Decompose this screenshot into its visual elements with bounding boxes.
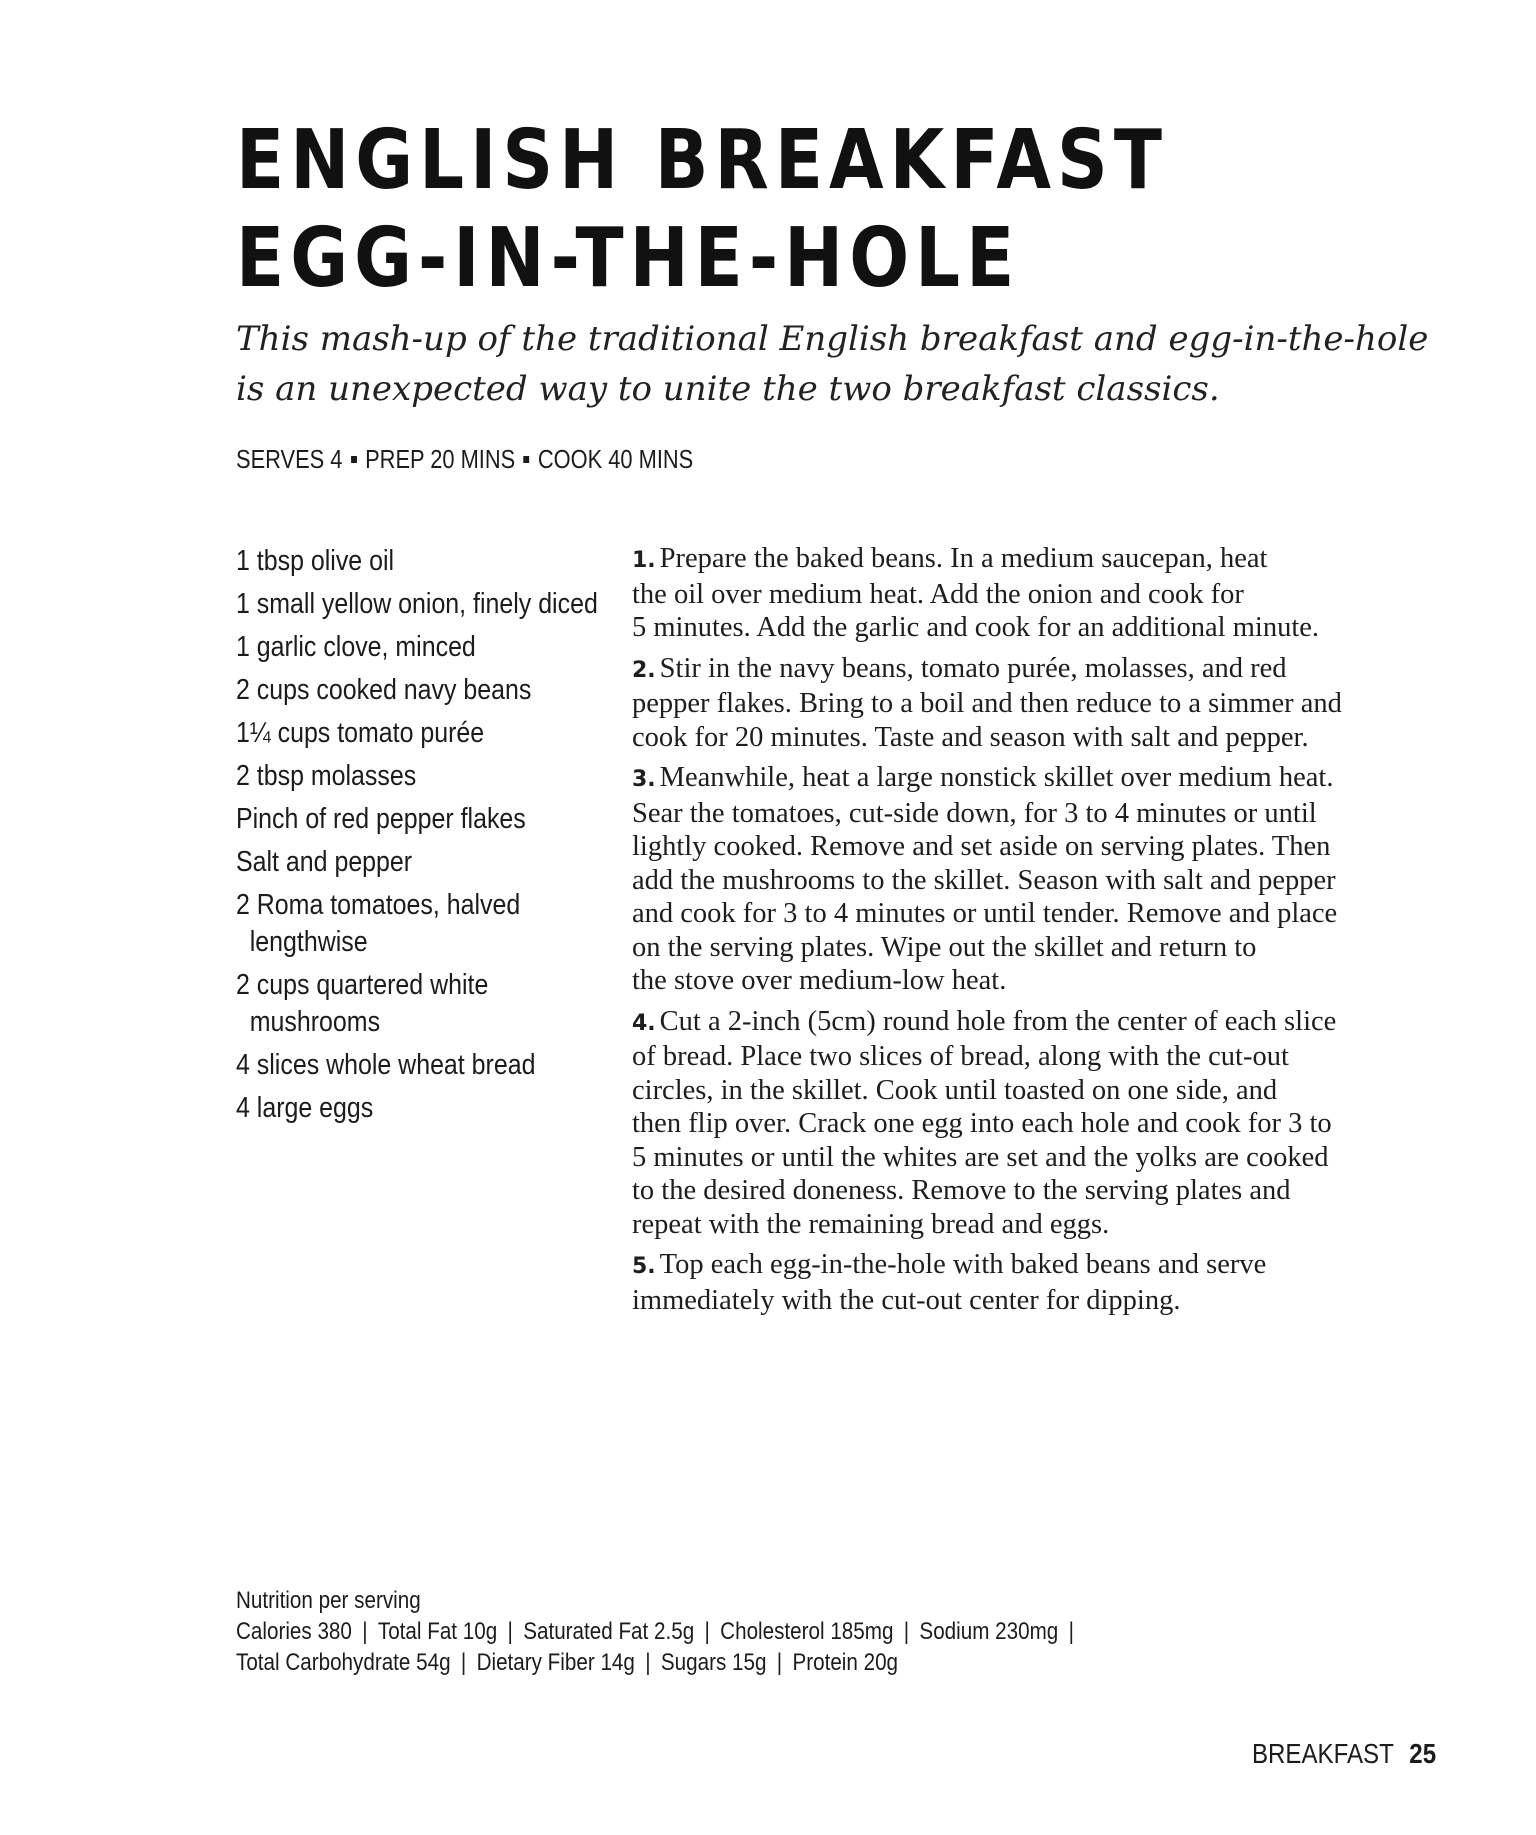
divider: | xyxy=(645,1649,651,1676)
ingredient-item: 2 tbsp molasses xyxy=(236,760,417,792)
step-number: 4. xyxy=(632,1010,656,1036)
recipe-meta xyxy=(236,442,693,476)
square-bullet-icon xyxy=(524,456,530,463)
recipe-title-line-2: EGG-IN-THE-HOLE xyxy=(236,211,1021,306)
step-line: 5 minutes or until the whites are set and the yolks are cooked xyxy=(632,1141,1329,1173)
step-line: to the desired doneness. Remove to the serving plates and xyxy=(632,1175,1291,1206)
step-line: cook for 20 minutes. Taste and season with salt and pepper. xyxy=(632,721,1309,753)
step-line: on the serving plates. Wipe out the skillet and return to xyxy=(632,931,1257,963)
ingredient-item: 2 cups quartered white mushrooms xyxy=(236,969,489,1038)
step-line: repeat with the remaining bread and eggs. xyxy=(632,1208,1110,1240)
section-name: BREAKFAST xyxy=(1251,1738,1394,1769)
nutrition-item: Saturated Fat 2.5g xyxy=(523,1618,695,1645)
recipe-steps xyxy=(632,542,1392,1324)
ingredients-list xyxy=(236,543,596,1133)
ingredient-item: 1 small yellow onion, finely diced xyxy=(236,588,598,620)
step-line: Meanwhile, heat a large nonstick skillet over medium heat. xyxy=(659,762,1334,793)
nutrition-item: Sodium 230mg xyxy=(919,1618,1059,1645)
divider: | xyxy=(460,1649,467,1676)
ingredient-item: 2 Roma tomatoes, halved lengthwise xyxy=(236,889,521,958)
nutrition-row-1 xyxy=(236,1616,1084,1647)
divider: | xyxy=(903,1618,910,1645)
ingredient-item: Pinch of red pepper flakes xyxy=(236,803,526,835)
divider: | xyxy=(704,1618,710,1645)
step-line: and cook for 3 to 4 minutes or until tender. Remove and place xyxy=(632,898,1338,929)
step-line: 5 minutes. Add the garlic and cook for an additional minute. xyxy=(632,612,1320,643)
ingredient-item: 2 cups cooked navy beans xyxy=(236,674,532,706)
nutrition-info xyxy=(236,1585,1084,1678)
intro-line-2: is an unexpected way to unite the two breakfast classics. xyxy=(236,369,1220,409)
ingredient-item: 1¼ cups tomato purée xyxy=(236,717,485,749)
step-line: pepper flakes. Bring to a boil and then reduce to a simmer and xyxy=(632,688,1342,719)
page-footer xyxy=(1252,1737,1436,1771)
serves-text: SERVES 4 xyxy=(236,444,343,474)
prep-time-text: PREP 20 MINS xyxy=(365,444,516,474)
recipe-step-4 xyxy=(632,1005,1392,1242)
intro-line-1: This mash-up of the traditional English breakfast and egg-in-the-hole xyxy=(236,319,1429,359)
recipe-step-3 xyxy=(632,761,1392,998)
recipe-step-2 xyxy=(632,652,1392,755)
divider: | xyxy=(362,1618,368,1645)
step-number: 1. xyxy=(632,548,656,573)
step-line: Stir in the navy beans, tomato purée, molasses, and red xyxy=(659,652,1287,684)
divider: | xyxy=(776,1649,783,1676)
nutrition-item: Sugars 15g xyxy=(660,1649,767,1676)
page-number: 25 xyxy=(1409,1738,1436,1769)
nutrition-item: Dietary Fiber 14g xyxy=(476,1649,635,1676)
step-number: 3. xyxy=(632,767,656,792)
recipe-step-5 xyxy=(632,1248,1392,1317)
step-number: 5. xyxy=(632,1254,656,1279)
square-bullet-icon xyxy=(351,456,357,463)
step-line: immediately with the cut-out center for dipping. xyxy=(632,1284,1181,1316)
recipe-intro xyxy=(236,314,1429,414)
recipe-title xyxy=(236,112,1168,308)
ingredient-item: 4 slices whole wheat bread xyxy=(236,1049,536,1081)
nutrition-heading: Nutrition per serving xyxy=(236,1587,421,1614)
step-line: Cut a 2-inch (5cm) round hole from the center of each slice xyxy=(659,1005,1337,1037)
recipe-title-line-1: ENGLISH BREAKFAST xyxy=(236,113,1168,208)
step-line: Sear the tomatoes, cut-side down, for 3 to 4 minutes or until xyxy=(632,797,1317,829)
cook-time-text: COOK 40 MINS xyxy=(537,444,694,474)
ingredient-item: Salt and pepper xyxy=(236,846,413,878)
ingredient-item: 1 garlic clove, minced xyxy=(236,631,476,663)
step-line: add the mushrooms to the skillet. Season with salt and pepper xyxy=(632,864,1336,896)
step-line: of bread. Place two slices of bread, along with the cut-out xyxy=(632,1041,1289,1072)
nutrition-item: Total Carbohydrate 54g xyxy=(236,1649,451,1676)
divider: | xyxy=(1068,1618,1074,1645)
step-number: 2. xyxy=(632,657,656,683)
divider: | xyxy=(507,1618,513,1645)
nutrition-item: Protein 20g xyxy=(792,1649,899,1676)
step-line: the stove over medium-low heat. xyxy=(632,965,1007,996)
step-line: Prepare the baked beans. In a medium saucepan, heat xyxy=(659,543,1268,574)
nutrition-item: Total Fat 10g xyxy=(377,1618,498,1645)
nutrition-item: Calories 380 xyxy=(236,1618,352,1645)
step-line: then flip over. Crack one egg into each hole and cook for 3 to xyxy=(632,1108,1332,1139)
ingredient-item: 1 tbsp olive oil xyxy=(236,545,395,577)
step-line: the oil over medium heat. Add the onion and cook for xyxy=(632,578,1244,610)
nutrition-item: Cholesterol 185mg xyxy=(720,1618,894,1645)
nutrition-row-2 xyxy=(236,1647,1084,1678)
ingredient-item: 4 large eggs xyxy=(236,1092,374,1124)
step-line: lightly cooked. Remove and set aside on serving plates. Then xyxy=(632,831,1331,862)
recipe-step-1 xyxy=(632,542,1392,645)
step-line: Top each egg-in-the-hole with baked beans and serve xyxy=(659,1249,1267,1280)
step-line: circles, in the skillet. Cook until toasted on one side, and xyxy=(632,1074,1278,1106)
